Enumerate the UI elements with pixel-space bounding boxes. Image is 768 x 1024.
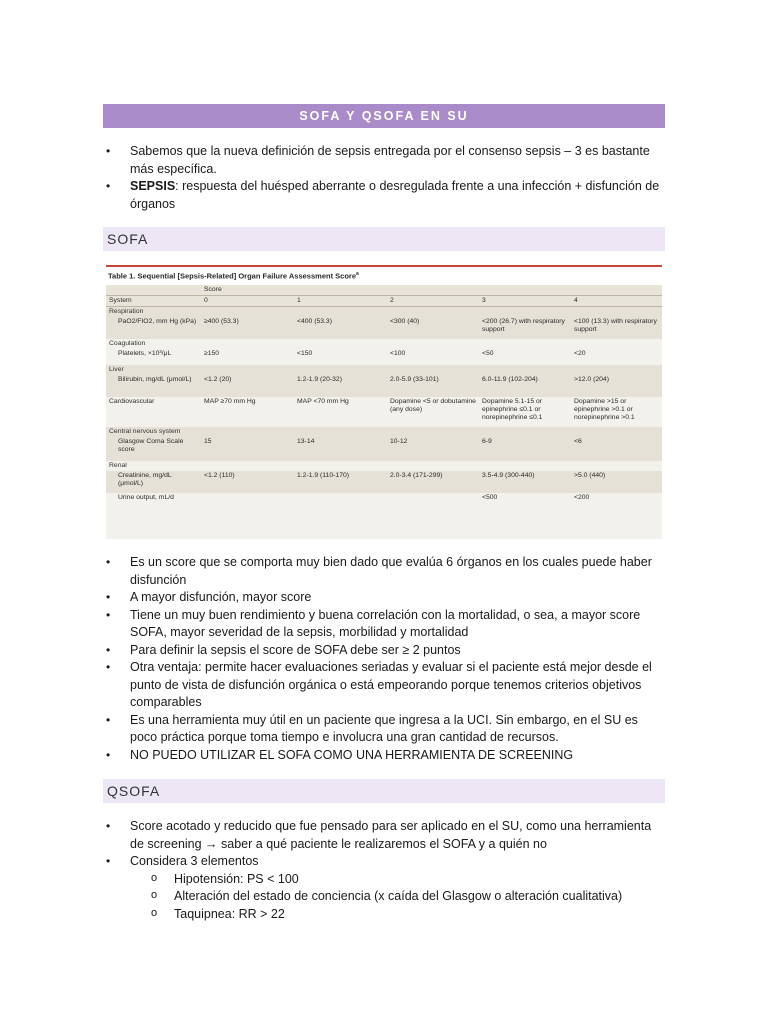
- table-header-row: System 0 1 2 3 4: [106, 296, 662, 307]
- list-item: • Sabemos que la nueva definición de sepsis entregada por el consenso sepsis – 3 es bastante más específica.: [103, 143, 665, 178]
- list-item: • SEPSIS: respuesta del huésped aberrante o desregulada frente a una infección + disfunción de órganos: [103, 178, 665, 213]
- table-group-row: Liver: [106, 365, 662, 375]
- sub-list-item: o Taquipnea: RR > 22: [130, 906, 665, 924]
- sofa-heading: SOFA: [103, 227, 665, 251]
- list-item: • NO PUEDO UTILIZAR EL SOFA COMO UNA HERRAMIENTA DE SCREENING: [103, 747, 665, 765]
- list-item: • A mayor disfunción, mayor score: [103, 589, 665, 607]
- qsofa-list: [103, 818, 665, 923]
- table-group-row: Coagulation: [109, 340, 146, 347]
- list-item: • Otra ventaja: permite hacer evaluaciones seriadas y evaluar si el paciente está mejor desde el punto de vista de disfunción orgánica o está empeorando porque tenemos criterios objetivos comparables: [103, 659, 665, 712]
- qsofa-sublist: [130, 871, 665, 924]
- table-row: Urine output, mL/d <500 <200: [118, 494, 590, 501]
- table-row: Glasgow Coma Scale score 15 13-14 10-12 6-9 <6: [106, 437, 662, 461]
- table-row: PaO2/FIO2, mm Hg (kPa) ≥400 (53.3) <400 (53.3) <300 (40) <200 (26.7) with respiratory support <100 (13.3) with respiratory support: [106, 317, 662, 339]
- table-row: Cardiovascular MAP ≥70 mm Hg MAP <70 mm Hg Dopamine <5 or dobutamine (any dose) Dopamine 5.1-15 or epinephrine ≤0.1 or norepinephrine ≤0.1 Dopamine >15 or epinephrine >0.1 or norepinephrine >0.1: [109, 398, 635, 421]
- list-item: • Considera 3 elementos o Hipotensión: PS < 100 o Alteración del estado de conciencia (x caída del Glasgow o alteración cualitativa) o Taquipnea: RR > 22: [103, 853, 665, 923]
- sofa-table: [106, 285, 662, 503]
- sofa-list: [103, 554, 665, 764]
- table-caption: Table 1. Sequential [Sepsis-Related] Organ Failure Assessment Score$^a$: [106, 267, 662, 285]
- sub-list-item: o Hipotensión: PS < 100: [130, 871, 665, 889]
- table-row: Platelets, ×10³/μL ≥150 <150 <100 <50 <20: [118, 350, 586, 357]
- document-title: SOFA Y QSOFA EN SU: [103, 104, 665, 128]
- sepsis-term: SEPSIS: [130, 179, 176, 193]
- table-row: Bilirubin, mg/dL (μmol/L) <1.2 (20) 1.2-1.9 (20-32) 2.0-5.9 (33-101) 6.0-11.9 (102-204) >12.0 (204): [106, 375, 662, 397]
- table-row: Creatinine, mg/dL (μmol/L) <1.2 (110) 1.2-1.9 (110-170) 2.0-3.4 (171-299) 3.5-4.9 (300-440) >5.0 (440): [106, 471, 662, 493]
- table-header-score: Score: [106, 285, 662, 296]
- list-item: • Tiene un muy buen rendimiento y buena correlación con la mortalidad, o sea, a mayor score SOFA, mayor severidad de la sepsis, morbilidad y mortalidad: [103, 607, 665, 642]
- table-group-row: Respiration: [106, 307, 662, 318]
- table-group-row: Central nervous system: [106, 427, 662, 437]
- intro-list: [103, 143, 665, 213]
- list-item: • Es un score que se comporta muy bien dado que evalúa 6 órganos en los cuales puede haber disfunción: [103, 554, 665, 589]
- sofa-table-image: [106, 265, 662, 539]
- table-group-row: Renal: [109, 462, 127, 469]
- list-item: • Para definir la sepsis el score de SOFA debe ser ≥ 2 puntos: [103, 642, 665, 660]
- list-item: • Score acotado y reducido que fue pensado para ser aplicado en el SU, como una herramienta de screening → saber a qué paciente le realizaremos el SOFA y a quién no: [103, 818, 665, 853]
- sub-list-item: o Alteración del estado de conciencia (x caída del Glasgow o alteración cualitativa): [130, 888, 665, 906]
- qsofa-heading: QSOFA: [103, 779, 665, 803]
- list-item: • Es una herramienta muy útil en un paciente que ingresa a la UCI. Sin embargo, en el SU es poco práctica porque toma tiempo e involucra una gran cantidad de recursos.: [103, 712, 665, 747]
